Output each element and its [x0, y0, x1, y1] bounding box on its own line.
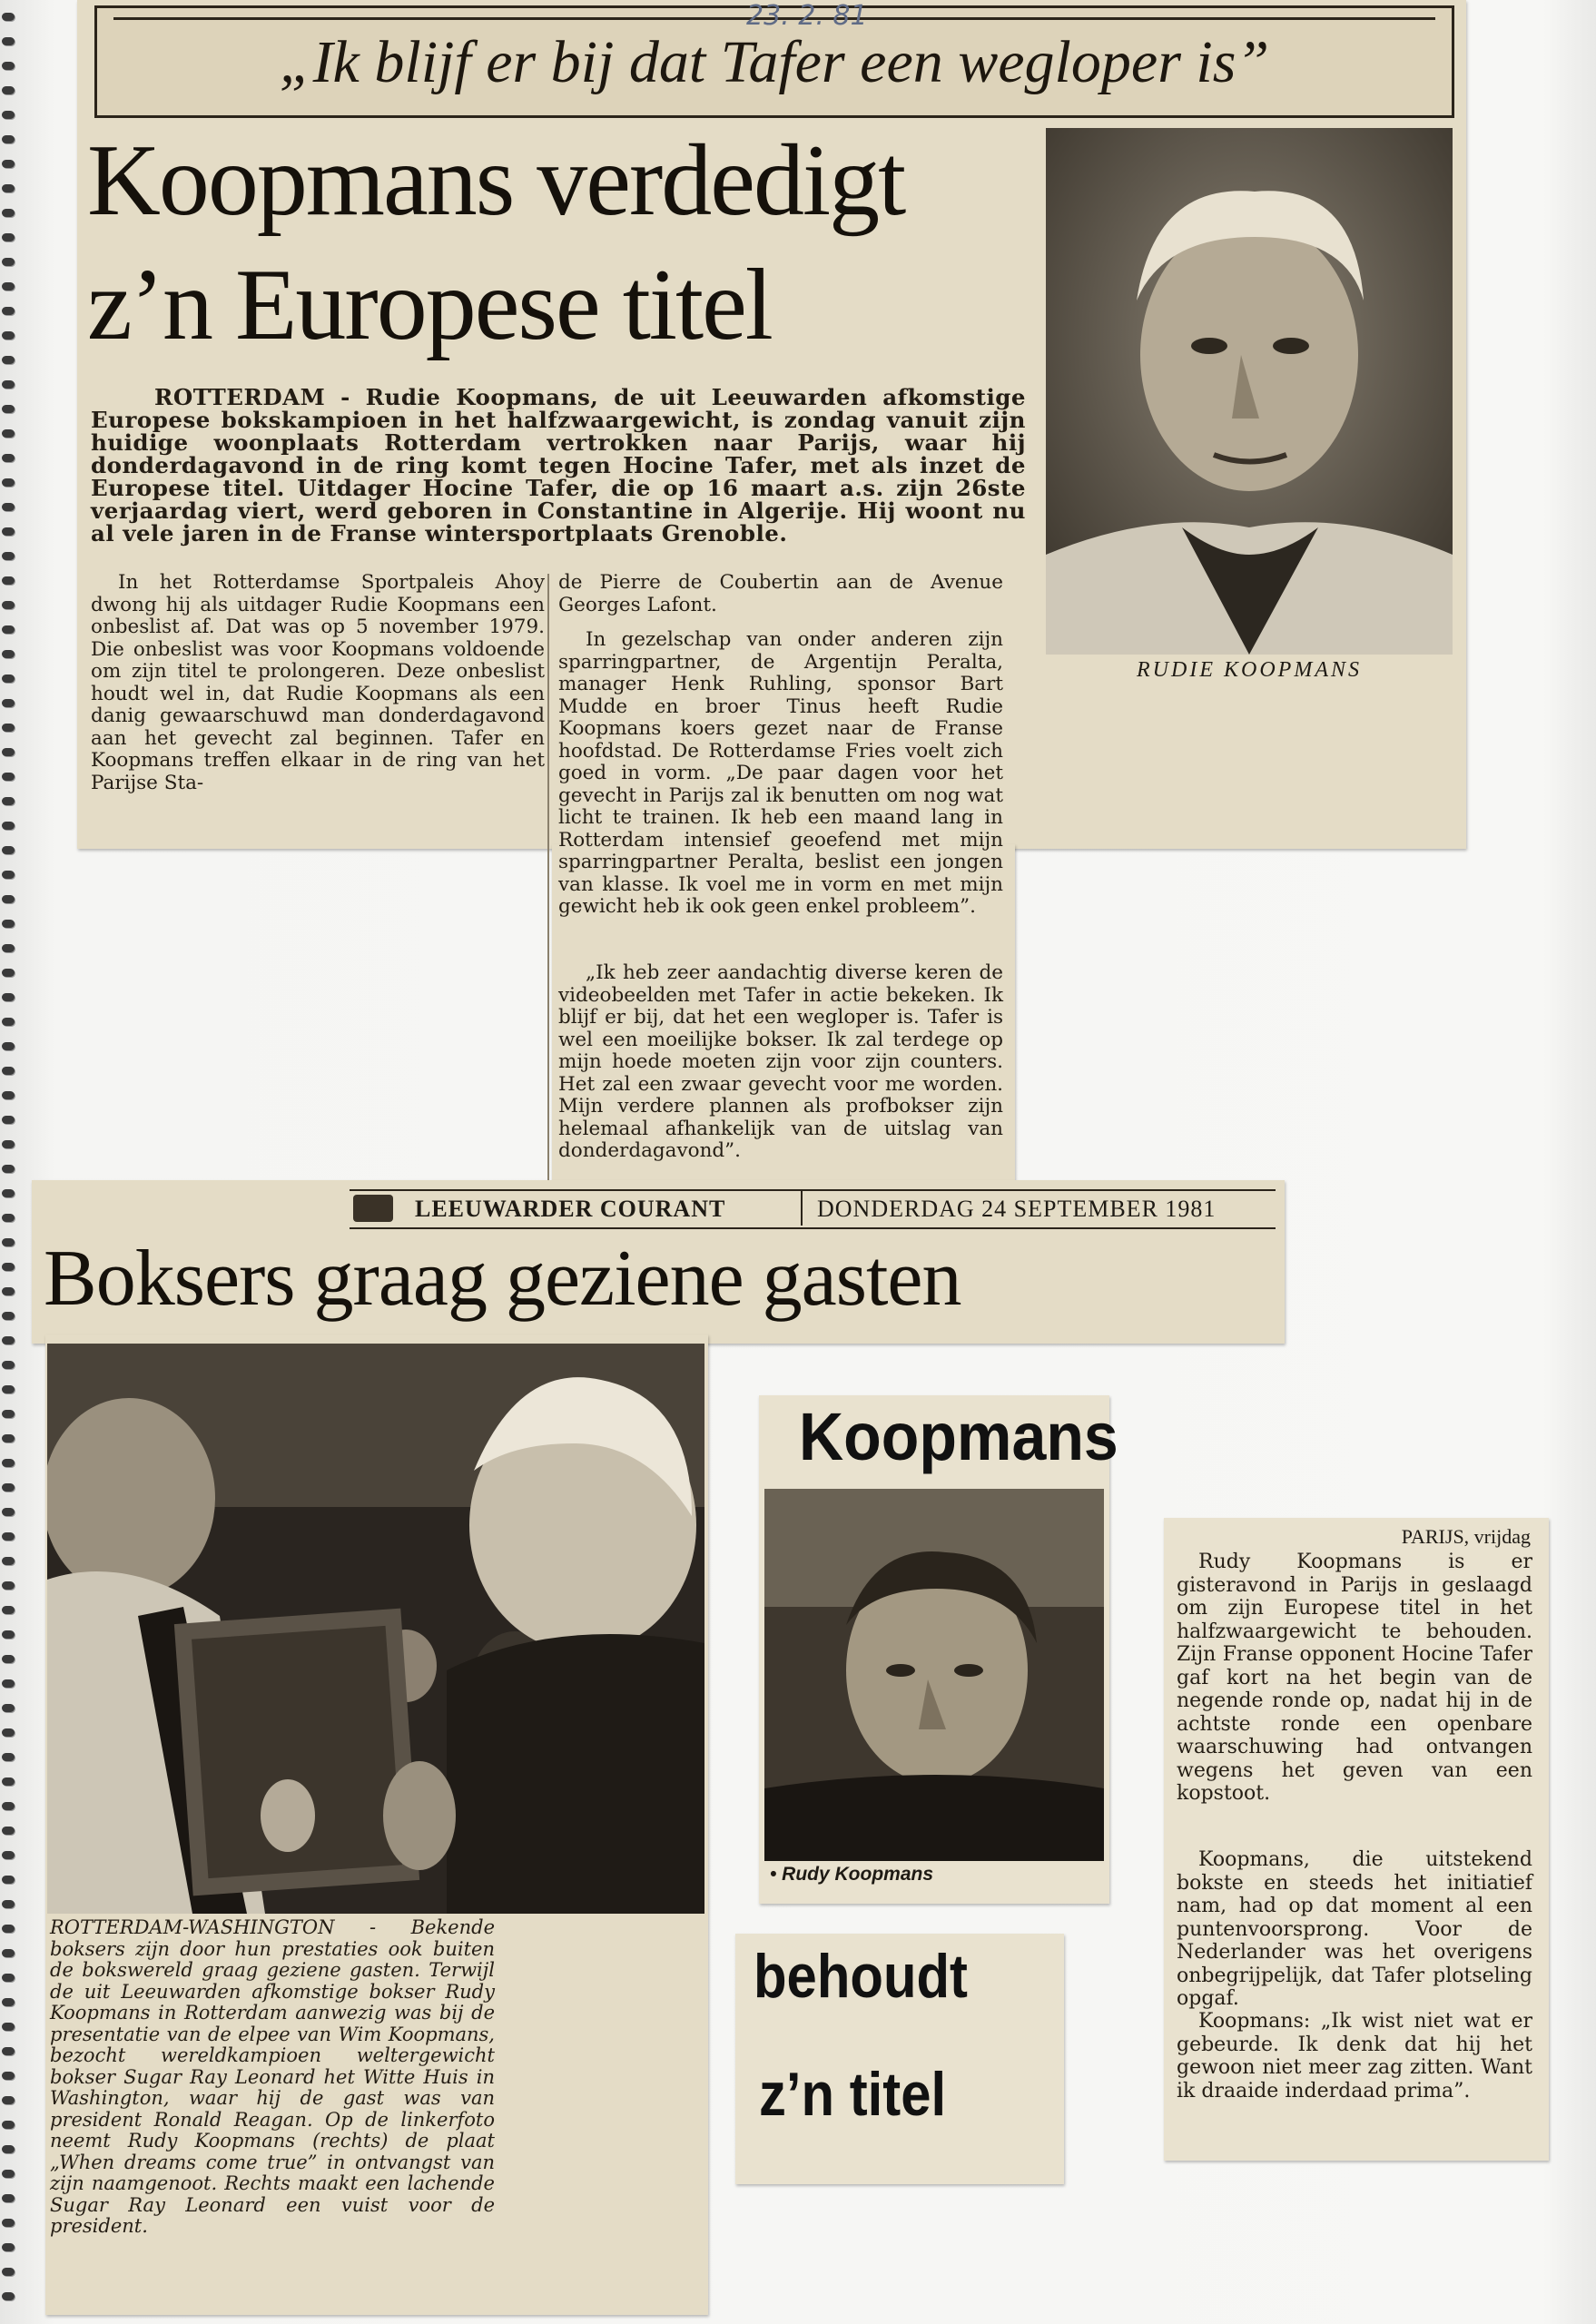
spiral-ring — [2, 675, 15, 683]
spiral-ring — [2, 209, 15, 217]
spiral-ring — [2, 895, 15, 903]
spiral-ring — [2, 1532, 15, 1541]
spiral-ring — [2, 2268, 15, 2276]
photo-caption-rudy: • Rudy Koopmans — [770, 1864, 934, 1885]
spiral-ring — [2, 1165, 15, 1173]
spiral-ring — [2, 1851, 15, 1859]
spiral-ring — [2, 2145, 15, 2153]
spiral-ring — [2, 1434, 15, 1443]
body-column-2-p2: In gezelschap van onder anderen zijn sparringpartner, de Argentijn Peralta, manager Henk Ruhling, sponsor Bart Mudde en broer Tinus heeft Rudie Koopmans koers gezet naar de Franse hoofdstad. De Rotterdamse Fries voelt zich goed in vorm. „De paar dagen voor het gevecht in Parijs zal ik benutten om nog wat licht te trainen. Ik heb een maand lang in Rotterdam intensief geoefend met mijn sparringpartner Peralta, beslist een jongen van klasse. Ik voel me in vorm en met mijn gewicht heb ik ook geen enkel probleem”. — [558, 628, 1003, 918]
spiral-ring — [2, 993, 15, 1001]
spiral-ring — [2, 13, 15, 21]
photo-koopmans-record-presentation — [47, 1344, 704, 1914]
spiral-ring — [2, 846, 15, 854]
spiral-ring — [2, 184, 15, 192]
headline-line-2: z’n Europese titel — [87, 249, 772, 361]
spiral-ring — [2, 576, 15, 585]
spiral-ring — [2, 307, 15, 315]
body-column-2-p1: de Pierre de Coubertin aan de Avenue Georges Lafont. — [558, 571, 1003, 616]
spiral-ring — [2, 1630, 15, 1639]
photo-rudie-koopmans — [1046, 128, 1453, 655]
spiral-ring — [2, 2170, 15, 2178]
masthead-date: DONDERDAG 24 SEPTEMBER 1981 — [817, 1196, 1217, 1222]
spiral-ring — [2, 1679, 15, 1688]
spiral-ring — [2, 1925, 15, 1933]
spiral-ring — [2, 1606, 15, 1614]
masthead-divider — [801, 1189, 803, 1226]
spiral-ring — [2, 405, 15, 413]
spiral-ring — [2, 1189, 15, 1197]
spiral-ring — [2, 1263, 15, 1271]
spiral-ring — [2, 1214, 15, 1222]
spiral-ring — [2, 86, 15, 94]
spiral-ring — [2, 1949, 15, 1957]
spiral-ring — [2, 331, 15, 340]
spiral-ring — [2, 2047, 15, 2055]
spiral-ring — [2, 282, 15, 290]
spiral-ring — [2, 773, 15, 781]
spiral-ring — [2, 1361, 15, 1369]
parijs-body-p2: Koopmans, die uitstekend bokste en steeds het initiatief nam, had op dat moment al een puntenvoorsprong. Voor de Nederlander was het overigens onbegrijpelijk, dat Tafer plotseling opgaf. — [1177, 1848, 1532, 2010]
boksers-caption-text: ROTTERDAM-WASHINGTON - Bekende boksers zijn door hun prestaties ook buiten de bokswereld graag geziene gasten. Terwijl de uit Leeuwarden afkomstige bokser Rudy Koopmans in Rotterdam aanwezig was bij de presentatie van de elpee van Wim Koopmans, bezocht wereldkampioen weltergewicht bokser Sugar Ray Leonard het Witte Huis in Washington, waar hij de gast was van president Ronald Reagan. Op de linkerfoto neemt Rudy Koopmans (rechts) de plaat „When dreams come true” in ontvangst van zijn naamgenoot. Rechts maakt een lachende Sugar Ray Leonard een vuist voor de president. — [50, 1916, 495, 2237]
spiral-ring — [2, 2292, 15, 2300]
spiral-ring — [2, 1876, 15, 1884]
spiral-ring — [2, 111, 15, 119]
spiral-ring — [2, 258, 15, 266]
spiral-ring — [2, 1777, 15, 1786]
spiral-ring — [2, 920, 15, 928]
spiral-ring — [2, 1091, 15, 1099]
spiral-ring — [2, 2121, 15, 2129]
spiral-ring — [2, 552, 15, 560]
spiral-ring — [2, 625, 15, 634]
headline-boksers: Boksers graag geziene gasten — [44, 1235, 961, 1323]
spiral-binding — [0, 0, 24, 2324]
spiral-ring — [2, 944, 15, 952]
spiral-ring — [2, 1459, 15, 1467]
spiral-ring — [2, 380, 15, 389]
spiral-ring — [2, 454, 15, 462]
spiral-ring — [2, 871, 15, 879]
spiral-ring — [2, 1728, 15, 1737]
spiral-ring — [2, 2023, 15, 2031]
parijs-dateline: PARIJS, vrijdag — [1401, 1525, 1531, 1548]
masthead-crest-icon — [353, 1195, 393, 1222]
spiral-ring — [2, 37, 15, 45]
spiral-ring — [2, 429, 15, 438]
spiral-ring — [2, 1042, 15, 1050]
photo-caption-rudie: RUDIE KOOPMANS — [1137, 658, 1362, 682]
spiral-ring — [2, 969, 15, 977]
spiral-ring — [2, 724, 15, 732]
spiral-ring — [2, 1655, 15, 1663]
column-rule — [547, 574, 549, 1182]
spiral-ring — [2, 233, 15, 241]
spiral-ring — [2, 1287, 15, 1295]
spiral-ring — [2, 822, 15, 830]
spiral-ring — [2, 1140, 15, 1148]
spiral-ring — [2, 1998, 15, 2006]
spiral-ring — [2, 1827, 15, 1835]
spiral-ring — [2, 1974, 15, 1982]
spiral-ring — [2, 2219, 15, 2227]
photo-rudy-koopmans — [764, 1489, 1104, 1861]
headline-behoudt: behoudt — [754, 1942, 968, 2011]
spiral-ring — [2, 1018, 15, 1026]
headline-line-1: Koopmans verdedigt — [87, 124, 905, 237]
handwritten-date: 23. 2. 81 — [746, 0, 868, 32]
spiral-ring — [2, 1704, 15, 1712]
spiral-ring — [2, 527, 15, 536]
headline-koopmans: Koopmans — [799, 1399, 1118, 1474]
spiral-ring — [2, 1900, 15, 1908]
spiral-ring — [2, 699, 15, 707]
spiral-ring — [2, 1557, 15, 1565]
spiral-ring — [2, 135, 15, 143]
spiral-ring — [2, 601, 15, 609]
headline-zn-titel: z’n titel — [759, 2060, 947, 2129]
parijs-body-p3: Koopmans: „Ik wist niet wat er gebeurde. Ik denk dat hij het gewoon niet meer zag zitten. Want ik draaide inderdaad prima”. — [1177, 2010, 1532, 2102]
spiral-ring — [2, 503, 15, 511]
spiral-ring — [2, 1802, 15, 1810]
spiral-ring — [2, 1067, 15, 1075]
spiral-ring — [2, 2096, 15, 2104]
spiral-ring — [2, 1238, 15, 1246]
spiral-ring — [2, 1385, 15, 1393]
spiral-ring — [2, 748, 15, 756]
masthead-bar — [350, 1189, 1276, 1229]
spiral-ring — [2, 1581, 15, 1590]
spiral-ring — [2, 2194, 15, 2202]
parijs-body-p1: Rudy Koopmans is er gisteravond in Parijs in geslaagd om zijn Europese titel in het halfzwaargewicht te behouden. Zijn Franse opponent Hocine Tafer gaf kort na het begin van de negende ronde op, nadat hij in de achtste ronde een openbare waarschuwing had ontvangen wegens het geven van een kopstoot. — [1177, 1551, 1532, 1805]
spiral-ring — [2, 160, 15, 168]
spiral-ring — [2, 1312, 15, 1320]
spiral-ring — [2, 1410, 15, 1418]
body-column-2-p3: „Ik heb zeer aandachtig diverse keren de videobeelden met Tafer in actie bekeken. Ik blijf er bij, dat het een wegloper is. Tafer is wel een moeilijke bokser. Ik zal terdege op mijn hoede moeten zijn voor zijn counters. Het zal een zwaar gevecht voor me worden. Mijn verdere plannen als profbokser zijn helemaal afhankelijk van de uitslag van donderdagavond”. — [558, 961, 1003, 1162]
spiral-ring — [2, 1508, 15, 1516]
spiral-ring — [2, 1336, 15, 1344]
spiral-ring — [2, 2072, 15, 2080]
spiral-ring — [2, 1116, 15, 1124]
spiral-ring — [2, 1753, 15, 1761]
spiral-ring — [2, 478, 15, 487]
spiral-ring — [2, 356, 15, 364]
spiral-ring — [2, 62, 15, 70]
spiral-ring — [2, 797, 15, 805]
body-column-1: In het Rotterdamse Sportpaleis Ahoy dwong hij als uitdager Rudie Koopmans een onbeslist af. Dat was op 5 november 1979. Die onbeslist was voor Koopmans voldoende om zijn titel te prolongeren. Deze onbeslist houdt wel in, dat Rudie Koopmans als een danig gewaarschuwd man donderdagavond aan het gevecht zal beginnen. Tafer en Koopmans treffen elkaar in de ring van het Parijse Sta- — [91, 571, 545, 794]
spiral-ring — [2, 1483, 15, 1492]
spiral-ring — [2, 2243, 15, 2251]
spiral-ring — [2, 650, 15, 658]
quote-headline: „Ik blijf er bij dat Tafer een wegloper is” — [279, 29, 1270, 95]
lead-paragraph: ROTTERDAM - Rudie Koopmans, de uit Leeuwarden afkomstige Europese bokskampioen in het halfzwaargewicht, is zondag vanuit zijn huidige woonplaats Rotterdam vertrokken naar Parijs, waar hij donderdagavond in de ring komt tegen Hocine Tafer, met als inzet de Europese titel. Uitdager Hocine Tafer, die op 16 maart a.s. zijn 26ste verjaardag viert, werd geboren in Constantine in Algerije. Hij woont nu al vele jaren in de Franse wintersportplaats Grenoble. — [91, 384, 1026, 547]
masthead-title: LEEUWARDER COURANT — [415, 1196, 726, 1222]
